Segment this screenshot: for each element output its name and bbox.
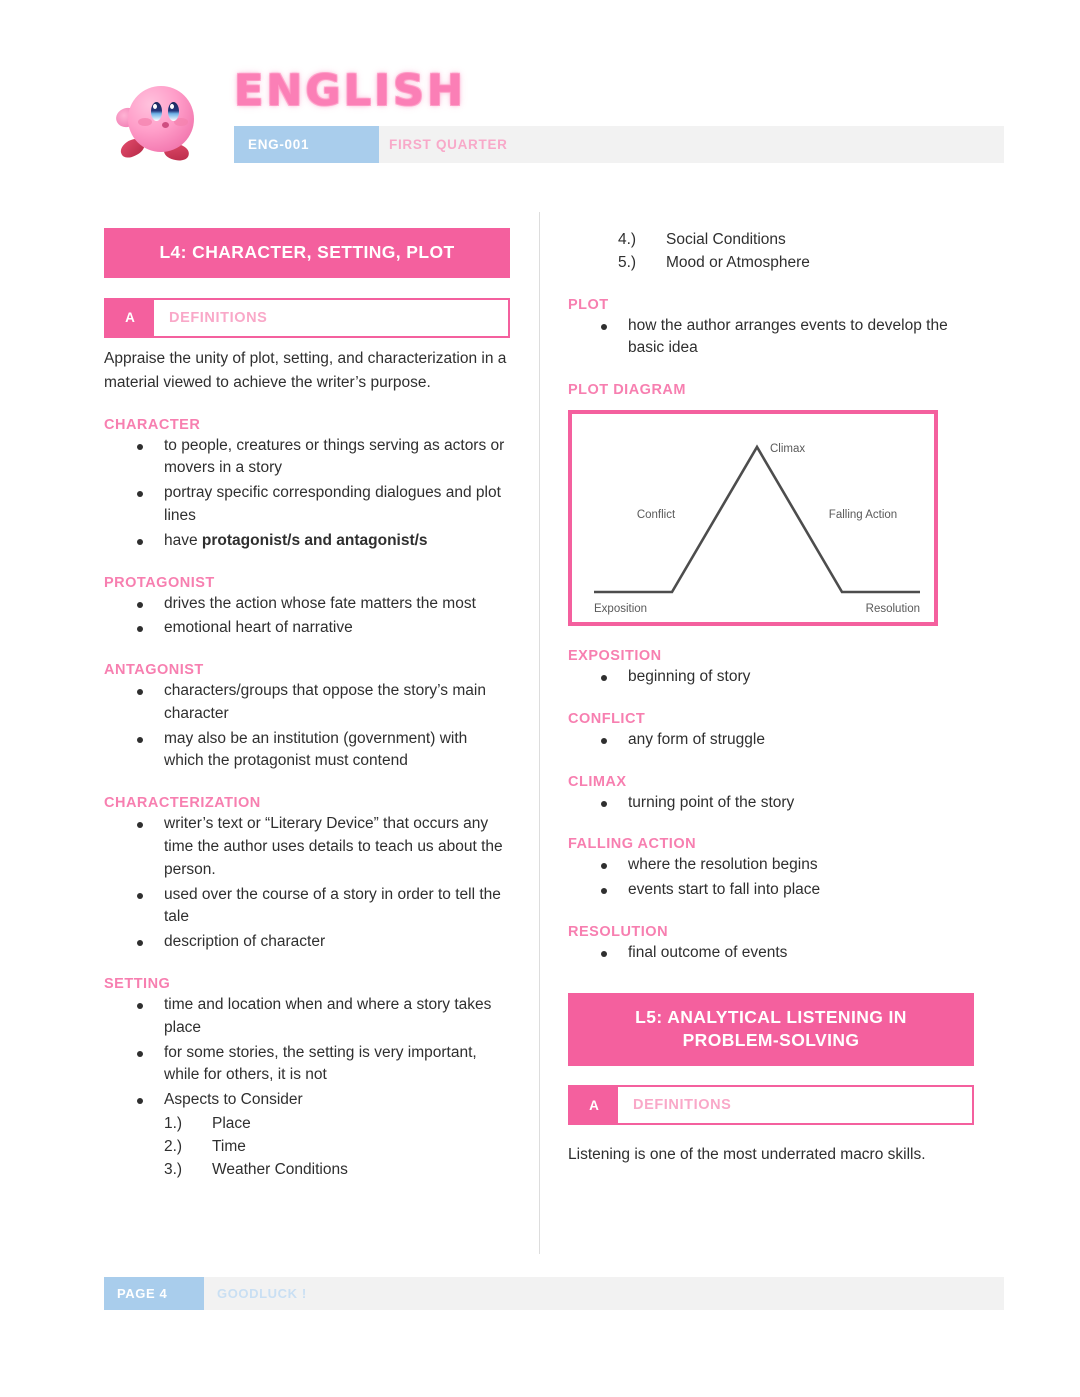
list-item: may also be an institution (government) with which the protagonist must contend (104, 728, 510, 774)
section-heading-exposition: EXPOSITION (568, 648, 662, 665)
section-heading-protagonist: PROTAGONIST (104, 574, 215, 591)
list-item (104, 1158, 510, 1181)
definitions-label: DEFINITIONS (633, 1097, 732, 1113)
list-item (568, 228, 974, 251)
list-item: emotional heart of narrative (104, 617, 510, 640)
footer-note: GOODLUCK ! (217, 1286, 307, 1301)
list-item: events start to fall into place (568, 879, 974, 902)
bullet-list-antagonist (104, 680, 510, 773)
bullet-list-setting (104, 994, 510, 1112)
bullet-list-conflict (568, 729, 974, 752)
plot-label-conflict: Conflict (636, 509, 676, 522)
bullet-list-resolution (568, 942, 974, 965)
definitions-box-l5 (568, 1085, 974, 1125)
closing-paragraph: Listening is one of the most underrated macro skills. (568, 1146, 926, 1163)
list-item: turning point of the story (568, 792, 974, 815)
list-item-text: Mood or Atmosphere (666, 254, 810, 272)
list-item: where the resolution begins (568, 854, 974, 877)
numbered-list-aspects-continued (568, 228, 974, 275)
section-heading-setting: SETTING (104, 975, 171, 992)
section-heading-resolution: RESOLUTION (568, 923, 669, 940)
section-heading-conflict: CONFLICT (568, 710, 646, 727)
bullet-list-character (104, 435, 510, 553)
list-item-text: Place (212, 1114, 251, 1132)
list-item (104, 1112, 510, 1135)
plot-label-exposition: Exposition (594, 603, 648, 616)
bullet-list-climax (568, 792, 974, 815)
list-item (568, 251, 974, 274)
definitions-letter: A (570, 1087, 618, 1123)
course-code-badge: ENG-001 (234, 126, 379, 163)
left-column (104, 228, 510, 1182)
bullet-list-characterization (104, 813, 510, 954)
list-item: to people, creatures or things serving as actors or movers in a story (104, 435, 510, 481)
kirby-mascot-icon (112, 78, 208, 170)
section-heading-climax: CLIMAX (568, 773, 627, 790)
list-item-text: Time (212, 1138, 246, 1156)
list-item: time and location when and where a story takes place (104, 994, 510, 1040)
bullet-list-falling-action (568, 854, 974, 902)
section-heading-characterization: CHARACTERIZATION (104, 795, 261, 812)
list-item (104, 530, 510, 553)
list-item-number: 4.) (618, 231, 637, 248)
list-item-number: 1.) (164, 1114, 183, 1132)
list-item: final outcome of events (568, 942, 974, 965)
plot-label-climax: Climax (770, 443, 806, 456)
list-item: description of character (104, 931, 510, 954)
quarter-label: FIRST QUARTER (389, 137, 508, 152)
plot-label-resolution: Resolution (865, 603, 920, 616)
list-item: Aspects to Consider (104, 1089, 510, 1112)
numbered-list-aspects (104, 1112, 510, 1182)
section-heading-antagonist: ANTAGONIST (104, 662, 204, 679)
lesson-banner-line-2: PROBLEM-SOLVING (682, 1030, 860, 1051)
list-item: characters/groups that oppose the story’s main character (104, 680, 510, 726)
page-header (0, 0, 1080, 200)
section-heading-falling-action: FALLING ACTION (568, 836, 697, 853)
lesson-banner-l4: L4: CHARACTER, SETTING, PLOT (104, 228, 510, 278)
page-number-badge: PAGE 4 (104, 1277, 204, 1310)
right-column (568, 228, 974, 1167)
kirby-eye-left-icon (151, 102, 162, 121)
list-item: used over the course of a story in order to tell the tale (104, 884, 510, 930)
list-item: drives the action whose fate matters the most (104, 593, 510, 616)
kirby-mouth-icon (162, 122, 169, 128)
page-footer (104, 1277, 1004, 1310)
lesson-banner-l5 (568, 993, 974, 1066)
plot-diagram-svg (572, 414, 934, 622)
section-heading-plot: PLOT (568, 296, 609, 313)
list-item (104, 1135, 510, 1158)
plot-label-falling-action: Falling Action (828, 509, 898, 522)
column-divider (539, 212, 540, 1254)
list-item-text: have (164, 531, 202, 549)
list-item-number: 3.) (164, 1161, 183, 1179)
list-item: portray specific corresponding dialogues and plot lines (104, 482, 510, 528)
list-item: any form of struggle (568, 729, 974, 752)
definitions-letter: A (106, 300, 154, 336)
list-item-bold: protagonist/s and antagonist/s (201, 531, 428, 549)
lesson-banner-line-1: L5: ANALYTICAL LISTENING IN (635, 1006, 907, 1027)
list-item: how the author arranges events to develop the basic idea (568, 315, 974, 361)
bullet-list-exposition (568, 666, 974, 689)
bullet-list-protagonist (104, 593, 510, 641)
plot-diagram-figure (568, 410, 938, 626)
list-item-text: Social Conditions (666, 231, 786, 248)
course-meta-bar (234, 126, 1004, 163)
list-item-number: 2.) (164, 1138, 183, 1156)
page-title: ENGLISH (234, 66, 467, 116)
list-item: writer’s text or “Literary Device” that occurs any time the author uses details to teach us about the person. (104, 813, 510, 881)
bullet-list-plot (568, 315, 974, 361)
section-heading-plot-diagram: PLOT DIAGRAM (568, 382, 686, 399)
kirby-cheek-left-icon (138, 118, 152, 126)
definitions-label: DEFINITIONS (169, 309, 268, 326)
definitions-box-l4 (104, 298, 510, 338)
section-heading-character: CHARACTER (104, 416, 201, 433)
intro-paragraph: Appraise the unity of plot, setting, and characterization in a material viewed to achieve the writer’s purpose. (104, 349, 507, 391)
list-item: beginning of story (568, 666, 974, 689)
list-item: for some stories, the setting is very important, while for others, it is not (104, 1042, 510, 1088)
kirby-eye-right-icon (168, 102, 179, 121)
list-item-text: Weather Conditions (212, 1161, 348, 1179)
list-item-number: 5.) (618, 254, 637, 272)
